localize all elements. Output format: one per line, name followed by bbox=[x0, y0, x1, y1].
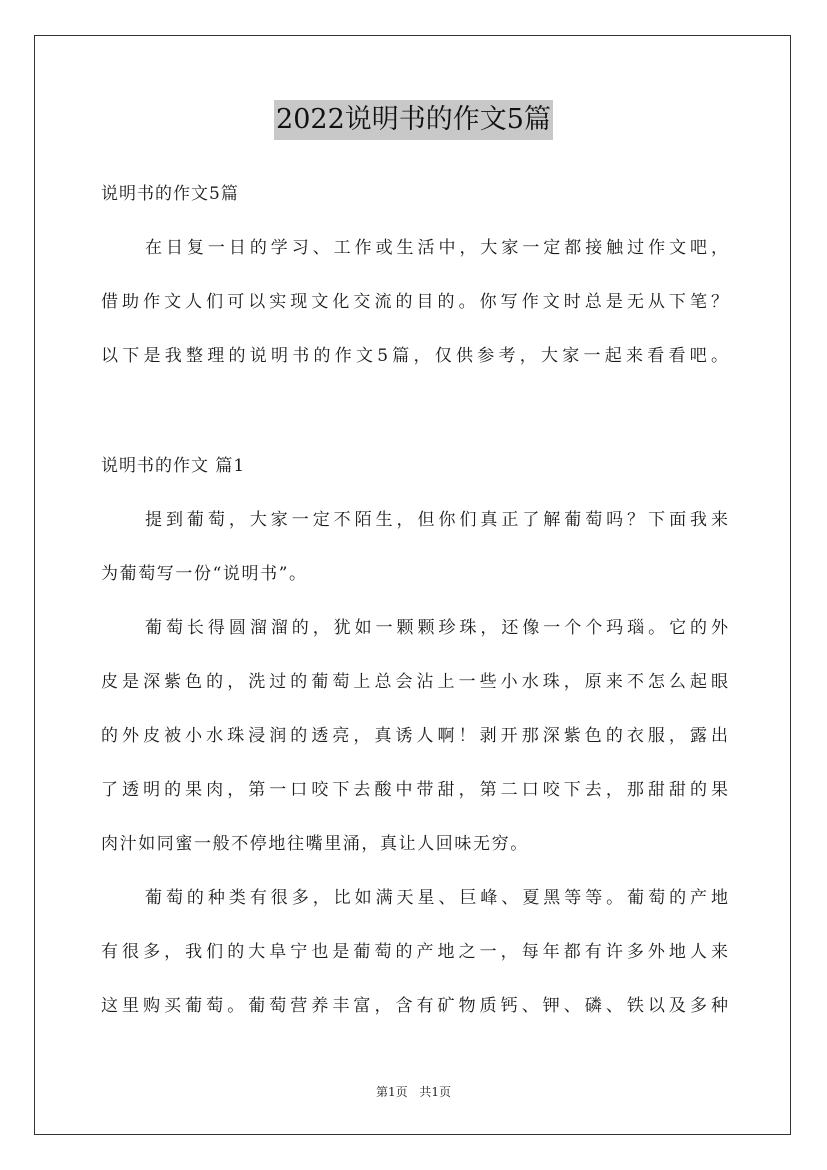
title-container bbox=[0, 100, 827, 140]
body-line: 了透明的果肉，第一口咬下去酸中带甜，第二口咬下去，那甜甜的果 bbox=[101, 780, 728, 800]
page-total: 共1页 bbox=[419, 1085, 452, 1099]
intro-line: 借助作文人们可以实现文化交流的目的。你写作文时总是无从下笔？ bbox=[101, 292, 728, 312]
intro-line: 在日复一日的学习、工作或生活中，大家一定都接触过作文吧， bbox=[145, 238, 728, 258]
body-line: 提到葡萄，大家一定不陌生，但你们真正了解葡萄吗？下面我来 bbox=[145, 510, 728, 530]
body-line: 有很多，我们的大阜宁也是葡萄的产地之一，每年都有许多外地人来 bbox=[101, 942, 728, 962]
page-footer bbox=[0, 1083, 827, 1100]
section-heading: 说明书的作文 篇1 bbox=[101, 456, 246, 476]
document-title: 2022说明书的作文5篇 bbox=[274, 100, 553, 140]
body-line: 为葡萄写一份“说明书”。 bbox=[101, 564, 308, 584]
body-line: 的外皮被小水珠浸润的透亮，真诱人啊！剥开那深紫色的衣服，露出 bbox=[101, 726, 728, 746]
body-line: 肉汁如同蜜一般不停地往嘴里涌，真让人回味无穷。 bbox=[101, 834, 529, 854]
document-subtitle: 说明书的作文5篇 bbox=[101, 184, 239, 204]
body-line: 皮是深紫色的，洗过的葡萄上总会沾上一些小水珠，原来不怎么起眼 bbox=[101, 672, 728, 692]
body-line: 这里购买葡萄。葡萄营养丰富，含有矿物质钙、钾、磷、铁以及多种 bbox=[101, 996, 728, 1016]
document-body bbox=[101, 172, 728, 1038]
body-line: 葡萄长得圆溜溜的，犹如一颗颗珍珠，还像一个个玛瑙。它的外 bbox=[145, 618, 728, 638]
paragraph-spacer bbox=[101, 388, 728, 444]
intro-line: 以下是我整理的说明书的作文5篇，仅供参考，大家一起来看看吧。 bbox=[101, 346, 728, 366]
page-number: 第1页 bbox=[375, 1085, 408, 1099]
body-line: 葡萄的种类有很多，比如满天星、巨峰、夏黑等等。葡萄的产地 bbox=[145, 888, 728, 908]
